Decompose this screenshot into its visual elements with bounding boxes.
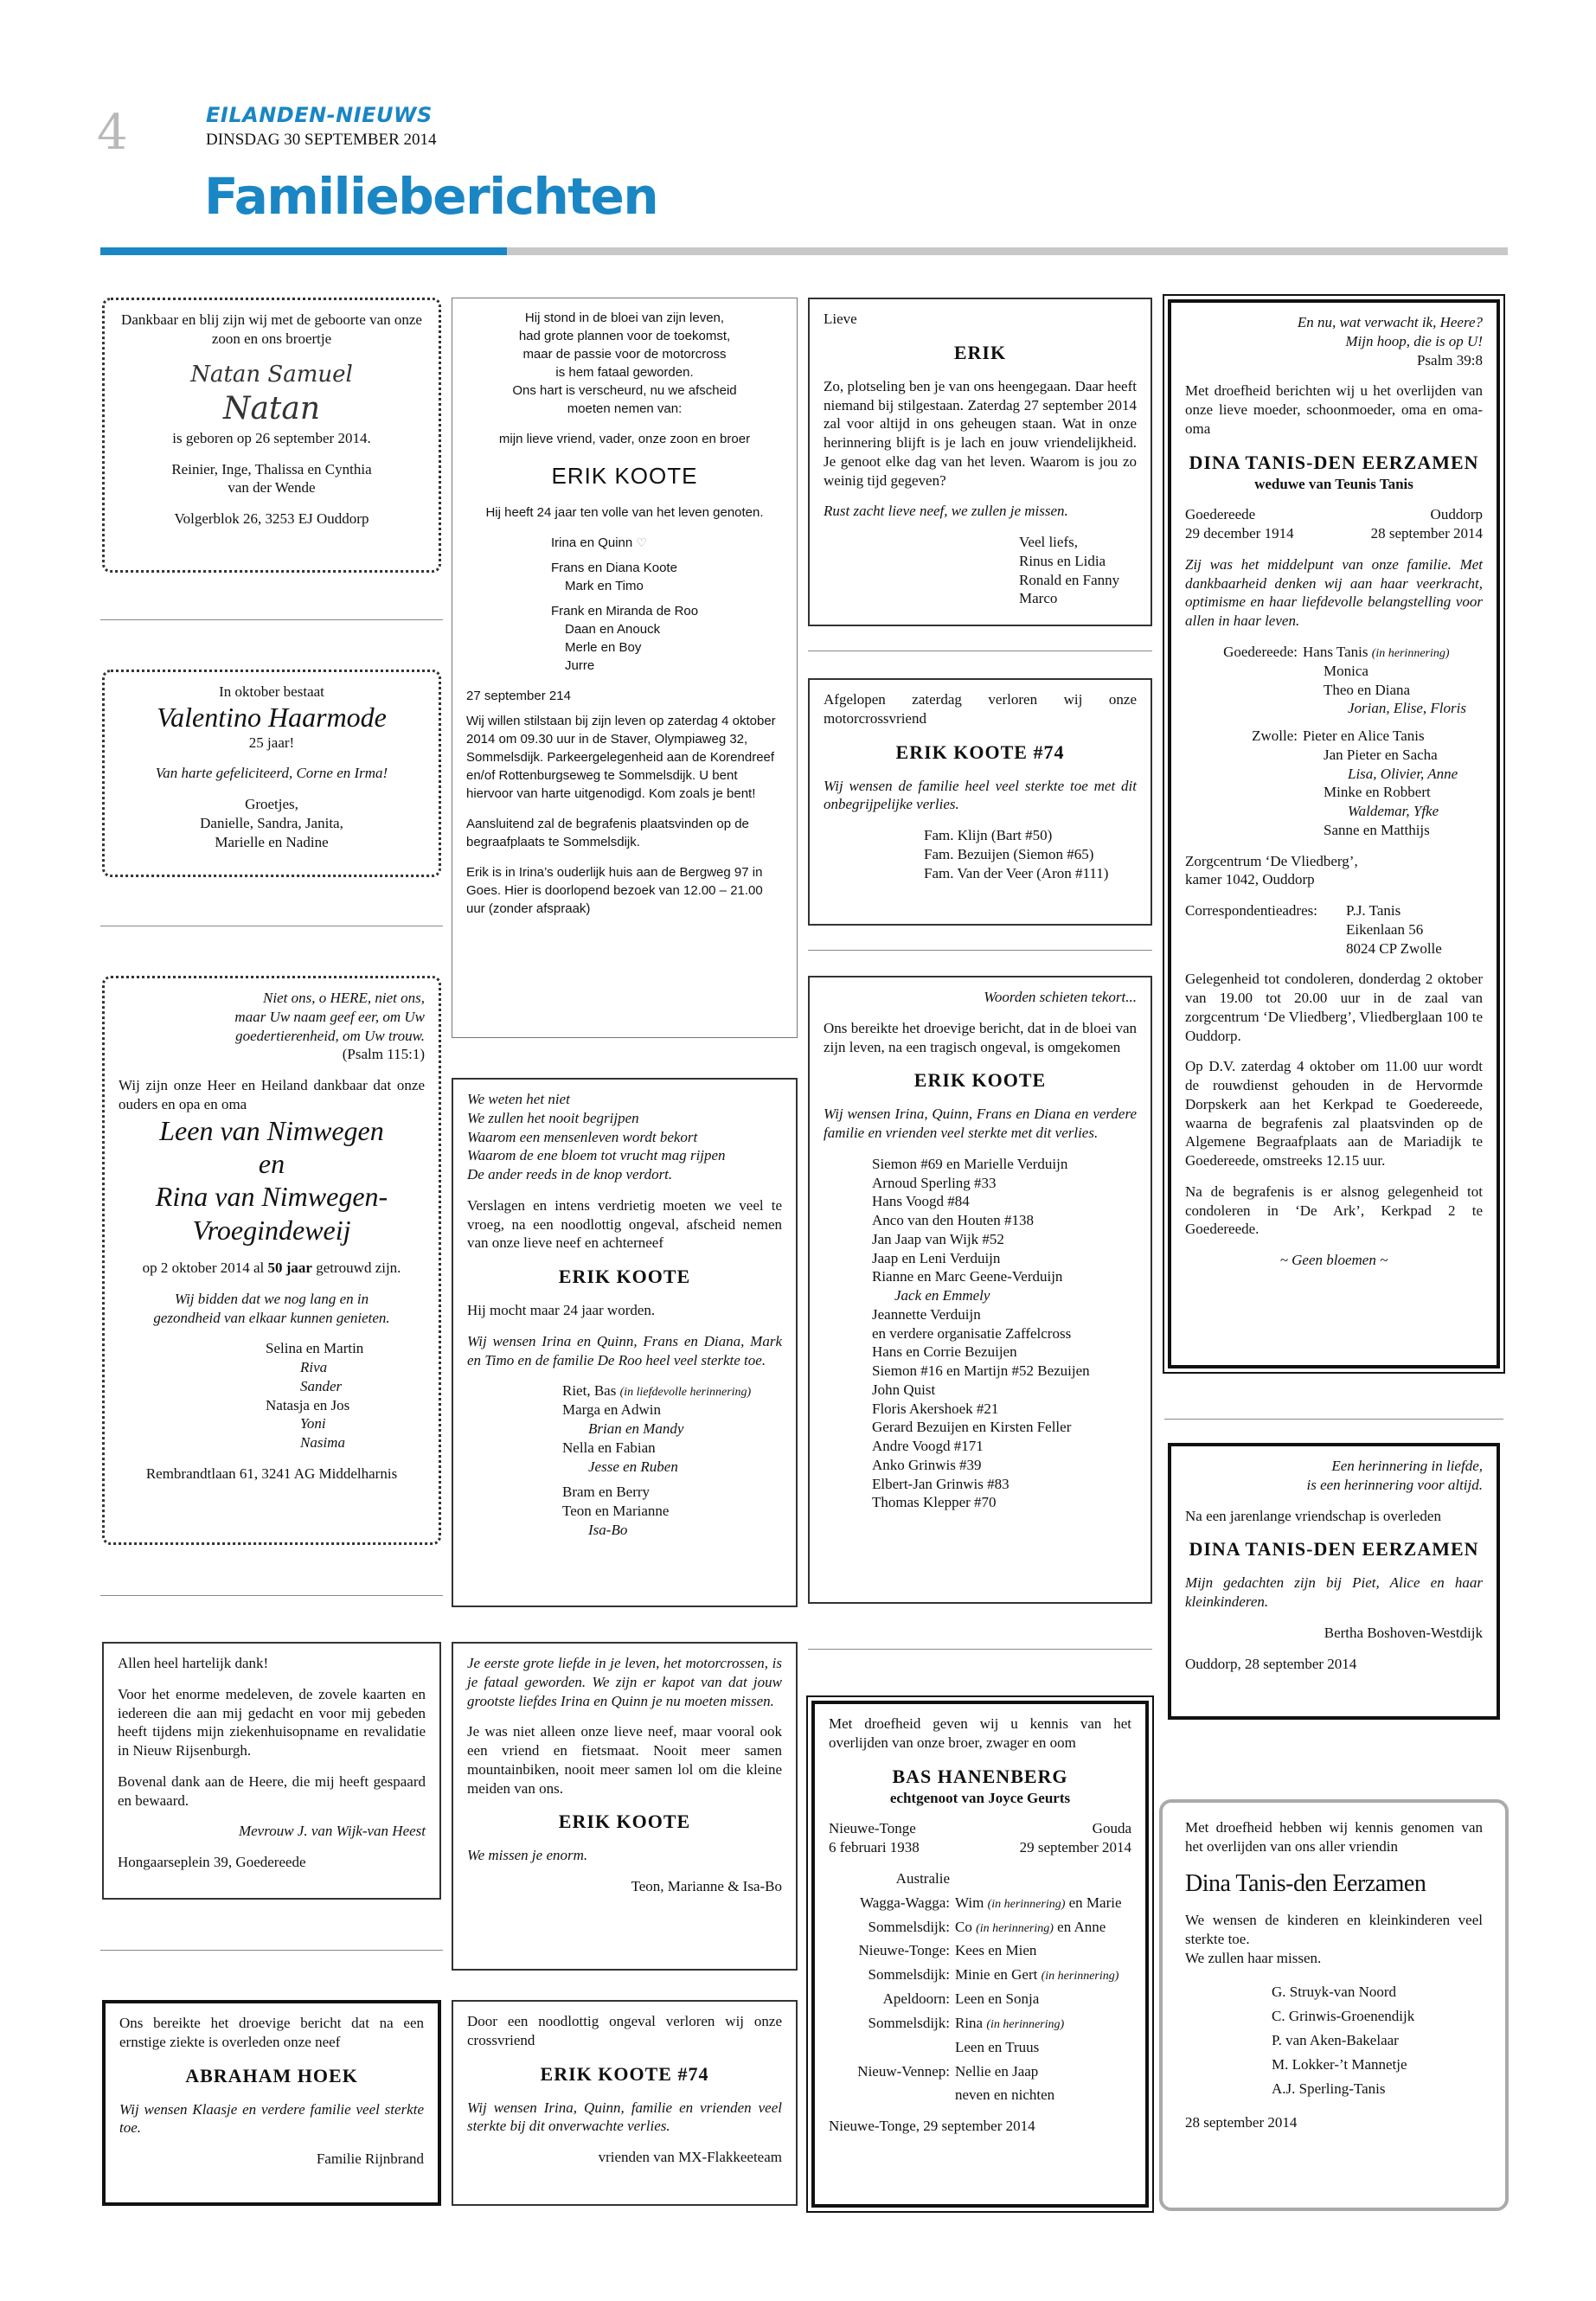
leen-family-2: Riva (300, 1359, 328, 1376)
erik-main-name: ERIK KOOTE (551, 463, 698, 489)
table-cell-place (829, 2038, 950, 2057)
erik-neef-family-1-note: (in liefdevolle herinnering) (619, 1386, 752, 1400)
erik-neef-family-1: Riet, Bas (562, 1382, 620, 1400)
erik-neef-verse-1: We weten het niet (467, 1091, 570, 1107)
erik-mx-name: ERIK KOOTE #74 (540, 2062, 709, 2085)
erik-lieve-salute: Lieve (824, 311, 857, 327)
erik74-family-2: Fam. Bezuijen (Siemon #65) (924, 845, 1094, 862)
erik-neef-verse-2: We zullen het nooit begrijpen (467, 1109, 639, 1126)
friends-date: 28 september 2014 (1185, 2113, 1298, 2131)
erik-lieve-name: ERIK (953, 341, 1007, 363)
dina-care-2: kamer 1042, Ouddorp (1185, 871, 1315, 888)
erik-lieve-sign-3: Ronald en Fanny (1019, 571, 1120, 588)
dina-name: DINA TANIS-DEN EERZAMEN (1189, 451, 1479, 473)
erik-teon-paragraph: Je was niet alleen onze lieve neef, maar vooral ook een vriend en fietsmaat. Nooit meer samen mountainbiken, nooit meer samen lol om die kleine meiden van ons. (467, 1723, 782, 1797)
erik-main-family-6: Merle en Boy (565, 640, 642, 656)
leen-married-post: getrouwd zijn. (311, 1259, 401, 1277)
list-item: Anco van den Houten #138 (872, 1212, 1034, 1229)
table-cell-place: Wagga-Wagga: (860, 1894, 950, 1911)
bertha-verse-2: is een herinnering voor altijd. (1306, 1476, 1483, 1493)
list-item: A.J. Sperling-Tanis (1272, 2080, 1386, 2097)
erik-main-info-3: Erik is in Irina’s ouderlijk huis aan de Bergweg 97 in Goes. Hier is doorlopend bezoek van 12.00 – 21.00 uur (zonder afspraak) (466, 865, 763, 917)
column-divider (100, 619, 443, 620)
list-item: Andre Voogd #171 (872, 1438, 984, 1455)
erik-neef-family-6: Bram en Berry (562, 1484, 651, 1501)
erik-neef-family-3: Brian en Mandy (588, 1420, 684, 1438)
column-divider (1164, 1419, 1503, 1420)
erik-main-poem-1: Hij stond in de bloei van zijn leven, (524, 311, 725, 325)
valentino-greet: Groetjes, (245, 796, 298, 813)
dina-z4: Minke en Robbert (1324, 784, 1431, 801)
dina-g1-note: (in herinnering) (1371, 646, 1450, 660)
table-cell-name: Minie en Gert (955, 1966, 1042, 1984)
leen-family-1: Selina en Martin (266, 1340, 364, 1357)
page-number: 4 (97, 105, 128, 161)
column-divider (100, 1950, 443, 1951)
heart-icon: ♡ (636, 535, 647, 550)
erik-main-role: mijn lieve vriend, vader, onze zoon en broer (498, 432, 751, 446)
bertha-name: DINA TANIS-DEN EERZAMEN (1189, 1538, 1479, 1561)
brand-logo: EILANDEN-NIEUWS (206, 103, 433, 127)
dina-label-zwolle: Zwolle: (1252, 727, 1298, 745)
dina-care-1: Zorgcentrum ‘De Vliedberg’, (1185, 852, 1358, 869)
table-cell-post: en Marie (1065, 1894, 1122, 1911)
bertha-intro: Na een jarenlange vriendschap is overleden (1185, 1507, 1441, 1524)
dina-verse-2: Mijn hoop, die is op U! (1345, 332, 1483, 349)
dina-z1: Pieter en Alice Tanis (1303, 727, 1425, 745)
dina-tribute: Zij was het middelpunt van onze familie. Met dankbaarheid denken wij aan haar veerkracht, optimisme en haar liefdevolle belangstelling voor allen in haar leven. (1185, 555, 1483, 630)
list-item: Elbert-Jan Grinwis #83 (872, 1475, 1010, 1492)
table-cell-name: Rina (955, 2014, 987, 2031)
ad-dina-tanis-friends (1159, 1799, 1509, 2211)
table-cell-name: Kees en Mien (955, 1942, 1037, 1959)
table-cell-note: (in herinnering) (976, 1921, 1054, 1935)
dina-verse-ref: Psalm 39:8 (1416, 351, 1483, 369)
erik-neef-intro: Verslagen en intens verdrietig moeten we veel te vroeg, na een noodlottig ongeval, afscheid nemen van onze lieve neef en achterneef (467, 1196, 782, 1252)
erik74-family-3: Fam. Van der Veer (Aron #111) (924, 864, 1109, 881)
erik-teon-name: ERIK KOOTE (558, 1811, 691, 1833)
erik-main-family-1: Irina en Quinn (551, 535, 633, 551)
erik-lieve-sign-1: Veel liefs, (1019, 534, 1078, 551)
dina-g1: Hans Tanis (1303, 643, 1372, 660)
section-rule-grey (507, 247, 1508, 255)
dina-widow: weduwe van Teunis Tanis (1254, 475, 1413, 492)
leen-verse-ref: (Psalm 115:1) (342, 1046, 425, 1063)
list-item: P. van Aken-Bakelaar (1272, 2031, 1399, 2048)
erik-main-poem-3: maar de passie voor de motorcross (522, 347, 727, 362)
valentino-intro: In oktober bestaat (219, 683, 324, 700)
edition-date: DINSDAG 30 SEPTEMBER 2014 (206, 131, 437, 149)
section-title: Familieberichten (204, 167, 658, 226)
erik-mx-wish: Wij wensen Irina, Quinn, familie en vrienden veel sterkte bij dit onverwachte verlies. (467, 2099, 782, 2135)
dank-paragraph-1: Voor het enorme medeleven, de zovele kaarten en iedereen die aan mij gedacht en voor mij gebeden heeft tijdens mijn ziekenhuisopname en revalidatie in Nieuw Rijsenburgh. (118, 1685, 426, 1759)
natan-parents: Reinier, Inge, Thalissa en Cynthia (171, 460, 372, 478)
dina-g3: Theo en Diana (1324, 681, 1411, 698)
erik-main-age: Hij heeft 24 jaar ten volle van het leven genoten. (485, 505, 764, 521)
table-cell-name: Wim (955, 1894, 988, 1911)
table-cell-name: neven en nichten (955, 2086, 1055, 2104)
valentino-years: 25 jaar! (248, 734, 295, 751)
erik-main-family-7: Jurre (565, 658, 595, 674)
dina-funeral: Op D.V. zaterdag 4 oktober om 11.00 uur wordt de rouwdienst gehouden in de Hervormde Dorpskerk aan het Kerkpad te Goedereede, waarna de begrafenis zal plaatsvinden op de Algemene Begraafplaats aan de Mariadijk te Goedereede, omstreeks 12.15 uur. (1185, 1058, 1483, 1170)
natan-family: van der Wende (228, 479, 316, 497)
erik-neef-family-7: Teon en Marianne (562, 1503, 670, 1520)
leen-address: Rembrandtlaan 61, 3241 AG Middelharnis (145, 1465, 398, 1482)
dina-corr-1: P.J. Tanis (1346, 902, 1401, 920)
erik74-wish: Wij wensen de familie heel veel sterkte toe met dit onbegrijpelijke verlies. (824, 777, 1137, 813)
erik-neef-name: ERIK KOOTE (558, 1266, 691, 1287)
dina-born-place: Goedereede (1185, 506, 1256, 523)
table-cell-place: Apeldoorn: (882, 1990, 950, 2008)
erik-main-info-2: Aansluitend zal de begrafenis plaatsvinden op de begraafplaats te Sommelsdijk. (466, 817, 749, 850)
ad-birth-natan (102, 298, 441, 573)
abraham-wish: Wij wensen Klaasje en verdere familie veel sterkte toe. (119, 2100, 424, 2137)
erik-mx-signature: vrienden van MX-Flakkeeteam (598, 2149, 782, 2166)
erik-neef-family-4: Nella en Fabian (562, 1439, 656, 1456)
erik-neef-wish: Wij wensen Irina en Quinn, Frans en Diana, Mark en Timo en de familie De Roo heel veel sterkte toe. (467, 1332, 782, 1368)
dina-intro: Met droefheid berichten wij u het overlijden van onze lieve moeder, schoonmoeder, oma en oma-oma (1185, 382, 1483, 437)
dank-title: Allen heel hartelijk dank! (118, 1655, 269, 1671)
bertha-signature: Bertha Boshoven-Westdijk (1324, 1624, 1483, 1641)
erik74-name: ERIK KOOTE #74 (895, 740, 1065, 763)
dina-corr-label: Correspondentieadres: (1185, 902, 1317, 920)
erik-main-date: 27 september 214 (466, 689, 571, 704)
erik-teon-signature: Teon, Marianne & Isa-Bo (631, 1878, 782, 1895)
erik-teon-miss: We missen je enorm. (467, 1847, 588, 1864)
table-cell-name (955, 1869, 1131, 1888)
leen-married-pre: op 2 oktober 2014 al (142, 1259, 268, 1277)
abraham-name: ABRAHAM HOEK (185, 2064, 358, 2086)
dina-z5: Waldemar, Yfke (1348, 803, 1439, 820)
list-item: en verdere organisatie Zaffelcross (872, 1324, 1072, 1342)
list-item: C. Grinwis-Groenendijk (1272, 2007, 1415, 2024)
dank-paragraph-2: Bovenal dank aan de Heere, die mij heeft gespaard en bewaard. (118, 1772, 426, 1809)
column-divider (808, 1649, 1152, 1650)
valentino-senders-2: Marielle en Nadine (215, 833, 329, 850)
dina-verse-1: En nu, wat verwacht ik, Heere? (1297, 314, 1483, 330)
table-cell-place: Australie (895, 1869, 950, 1887)
bas-born-date: 6 februari 1938 (829, 1839, 920, 1856)
erik-main-family-4: Frank en Miranda de Roo (551, 604, 699, 619)
leen-name-3: Vroegindeweij (192, 1214, 351, 1246)
erik-main-family-2: Frans en Diana Koote (551, 561, 677, 576)
bertha-verse-1: Een herinnering in liefde, (1331, 1458, 1483, 1474)
erik-woorden-names (824, 1155, 1137, 1512)
table-cell-place: Sommelsdijk: (868, 2014, 950, 2031)
leen-family-3: Sander (300, 1377, 343, 1394)
table-cell-post: en Anne (1053, 1918, 1106, 1935)
bas-name: BAS HANENBERG (892, 1765, 1068, 1787)
abraham-intro: Ons bereikte het droevige bericht dat na een ernstige ziekte is overleden onze neef (119, 2015, 424, 2050)
friends-name: Dina Tanis-den Eerzamen (1185, 1869, 1426, 1897)
list-item: Thomas Klepper #70 (872, 1494, 997, 1511)
erik-neef-family-5: Jesse en Ruben (588, 1458, 678, 1475)
leen-verse-3: goedertierenheid, om Uw trouw. (235, 1027, 425, 1044)
friends-wish: We wensen de kinderen en kleinkinderen veel sterkte toe. (1185, 1912, 1483, 1948)
list-item: M. Lokker-’t Mannetje (1272, 2055, 1407, 2073)
erik74-intro: Afgelopen zaterdag verloren wij onze motorcrossvriend (824, 691, 1137, 727)
erik-neef-verse-3: Waarom een mensenleven wordt bekort (467, 1128, 698, 1145)
erik-neef-verse-5: De ander reeds in de knop verdort. (467, 1166, 673, 1183)
dina-family-table (1185, 643, 1483, 840)
dina-g4: Jorian, Elise, Floris (1348, 700, 1466, 717)
dank-signature: Mevrouw J. van Wijk-van Heest (238, 1823, 426, 1840)
ad-erik-koote-74 (808, 678, 1152, 926)
dina-condolences: Gelegenheid tot condoleren, donderdag 2 oktober van 19.00 tot 20.00 uur in de zaal van zorgcentrum ‘De Vliedberg’, Vliedberglaan 100 te Ouddorp. (1185, 971, 1483, 1044)
natan-fullname: Natan Samuel (190, 361, 353, 388)
leen-intro: Wij zijn onze Heer en Heiland dankbaar dat onze ouders en opa en oma (119, 1077, 425, 1112)
erik-main-family-3: Mark en Timo (565, 579, 644, 594)
valentino-name: Valentino Haarmode (157, 701, 387, 733)
erik-neef-family-2: Marga en Adwin (562, 1401, 661, 1419)
leen-family-4: Natasja en Jos (266, 1396, 350, 1413)
list-item: G. Struyk-van Noord (1272, 1983, 1397, 2000)
ad-valentino-haarmode (102, 670, 441, 877)
table-cell-name: Leen en Truus (955, 2038, 1040, 2055)
dina-flowers: ~ Geen bloemen ~ (1279, 1252, 1388, 1269)
natan-name: Natan (222, 390, 321, 426)
leen-verse-2: maar Uw naam geef eer, om Uw (234, 1008, 425, 1025)
dina-born-date: 29 december 1914 (1185, 525, 1294, 542)
column-divider (808, 950, 1152, 951)
dina-died-place: Ouddorp (1430, 506, 1483, 523)
erik-main-poem-4: is hem fataal geworden. (555, 365, 694, 380)
erik-main-poem-2: had grote plannen voor de toekomst, (518, 329, 731, 343)
leen-name-1: Leen van Nimwegen (159, 1114, 384, 1146)
bertha-thoughts: Mijn gedachten zijn bij Piet, Alice en haar kleinkinderen. (1185, 1574, 1483, 1611)
table-cell-name: Leen en Sonja (955, 1990, 1040, 2008)
erik-main-info-1: Wij willen stilstaan bij zijn leven op zaterdag 4 oktober 2014 om 09.30 uur in de Staver, Olympiaweg 32, Sommelsdijk. Parkeergelegenheid aan de Korendreef en/of Rottenburgseweg te Sommelsdijk. U bent hiervoor van harte uitgenodigd. Kom zoals je bent! (466, 714, 776, 802)
dina-corr-3: 8024 CP Zwolle (1346, 939, 1442, 957)
list-item: Rianne en Marc Geene-Verduijn (872, 1268, 1063, 1285)
erik-woorden-motto: Woorden schieten tekort... (984, 989, 1137, 1005)
dina-z3: Lisa, Olivier, Anne (1348, 765, 1458, 782)
bas-intro: Met droefheid geven wij u kennis van het overlijden van onze broer, zwager en oom (829, 1715, 1131, 1751)
list-item: Jaap en Leni Verduijn (872, 1249, 1001, 1266)
abraham-signature: Familie Rijnbrand (316, 2150, 424, 2168)
table-cell-place (829, 2086, 950, 2105)
erik-main-poem-6: moeten nemen van: (567, 401, 683, 416)
list-item: Jack en Emmely (894, 1287, 990, 1304)
leen-family-5: Yoni (300, 1415, 326, 1433)
ad-dina-tanis-bertha (1168, 1443, 1500, 1720)
erik-lieve-text: Zo, plotseling ben je van ons heengegaan. Daar heeft niemand bij stilgestaan. Zaterdag 27 september 2014 zal voor altijd in ons geheugen staan. Wat in onze herinnering blijft is je lach en jouw vriendelijkheid. Je genoot elke dag van het leven. Waarom is jou zo weinig tijd gegeven? (824, 377, 1137, 489)
bas-footer: Nieuwe-Tonge, 29 september 2014 (829, 2118, 1035, 2135)
list-item: John Quist (872, 1381, 936, 1398)
leen-name-and: en (258, 1147, 285, 1179)
dina-z2: Jan Pieter en Sacha (1324, 746, 1438, 763)
erik-main-poem-5: Ons hart is verscheurd, nu we afscheid (512, 383, 737, 398)
list-item: Floris Akershoek #21 (872, 1400, 999, 1417)
dina-label-goedereede: Goedereede: (1223, 643, 1298, 660)
leen-verse-1: Niet ons, o HERE, niet ons, (263, 990, 425, 1006)
section-rule-blue (100, 247, 507, 255)
natan-born: is geboren op 26 september 2014. (172, 429, 371, 446)
bertha-footer: Ouddorp, 28 september 2014 (1185, 1655, 1357, 1672)
erik-teon-intro: Je eerste grote liefde in je leven, het motorcrossen, is je fataal geworden. We zijn er kapot van dat jouw grootste liefdes Irina en Quinn je nu moeten missen. (467, 1655, 782, 1709)
dank-address: Hongaarseplein 39, Goedereede (118, 1854, 306, 1870)
natan-intro: Dankbaar en blij zijn wij met de geboorte van onze zoon en ons broertje (121, 311, 422, 347)
list-item: Hans Voogd #84 (872, 1193, 970, 1210)
ad-abraham-hoek (102, 2000, 441, 2206)
table-cell-place: Nieuw-Vennep: (857, 2062, 950, 2080)
table-cell-place: Sommelsdijk: (868, 1918, 950, 1935)
table-cell-name: Co (955, 1918, 977, 1935)
erik-neef-family-8: Isa-Bo (588, 1521, 628, 1538)
list-item: Gerard Bezuijen en Kirsten Feller (872, 1419, 1072, 1436)
list-item: Arnoud Sperling #33 (872, 1174, 997, 1191)
dina-g2: Monica (1324, 662, 1368, 679)
dina-died-date: 28 september 2014 (1370, 525, 1483, 542)
table-cell-place: Sommelsdijk: (868, 1966, 950, 1984)
ad-erik-koote-mx (452, 2000, 798, 2206)
leen-wish-2: gezondheid van elkaar kunnen genieten. (153, 1309, 390, 1326)
ad-bas-hanenberg (811, 1701, 1149, 2208)
bas-born-place: Nieuwe-Tonge (829, 1820, 916, 1837)
leen-wish-1: Wij bidden dat we nog lang en in (174, 1290, 369, 1307)
ad-dina-tanis-main (1168, 299, 1500, 1368)
ad-erik-koote-neef (452, 1078, 798, 1607)
leen-name-2: Rina van Nimwegen- (155, 1181, 388, 1213)
erik-woorden-wish: Wij wensen Irina, Quinn, Frans en Diana en verdere familie en vrienden veel sterkte met dit verlies. (824, 1106, 1137, 1142)
list-item: Anko Grinwis #39 (872, 1456, 982, 1473)
bas-spouse: echtgenoot van Joyce Geurts (889, 1789, 1071, 1806)
ad-erik-koote-main (452, 298, 798, 1038)
valentino-congrats: Van harte gefeliciteerd, Corne en Irma! (155, 765, 388, 782)
erik-lieve-sign-2: Rinus en Lidia (1019, 552, 1106, 569)
erik-lieve-sign-4: Marco (1019, 590, 1058, 607)
leen-family-6: Nasima (300, 1434, 345, 1452)
friends-intro: Met droefheid hebben wij kennis genomen van het overlijden van ons aller vriendin (1185, 1819, 1483, 1855)
erik-mx-intro: Door een noodlottig ongeval verloren wij onze crossvriend (467, 2013, 782, 2048)
list-item: Jan Jaap van Wijk #52 (872, 1230, 1004, 1247)
leen-married-years: 50 jaar (267, 1259, 312, 1277)
ad-erik-woorden (808, 976, 1152, 1604)
table-cell-name: Nellie en Jaap (955, 2062, 1039, 2080)
erik74-family-1: Fam. Klijn (Bart #50) (924, 827, 1053, 844)
erik-neef-verse-4: Waarom de ene bloem tot vrucht mag rijpen (467, 1147, 726, 1164)
valentino-senders: Danielle, Sandra, Janita, (200, 814, 343, 831)
list-item: Jeannette Verduijn (872, 1305, 981, 1323)
ad-erik-koote-teon (452, 1642, 798, 1971)
friends-miss: We zullen haar missen. (1185, 1949, 1322, 1966)
bas-died-place: Gouda (1092, 1820, 1131, 1837)
dina-after: Na de begrafenis is er alsnog gelegenheid tot condoleren in ‘De Ark’, Kerkpad 2 te Goedereede. (1185, 1183, 1483, 1238)
bas-family-table (829, 1869, 1131, 2105)
list-item: Siemon #69 en Marielle Verduijn (872, 1155, 1068, 1172)
natan-address: Volgerblok 26, 3253 EJ Ouddorp (174, 510, 369, 528)
table-cell-note: (in herinnering) (987, 1897, 1066, 1911)
erik-neef-age: Hij mocht maar 24 jaar worden. (467, 1302, 656, 1319)
friends-names (1185, 1980, 1483, 2101)
list-item: Hans en Corrie Bezuijen (872, 1343, 1017, 1361)
ad-thanks-van-wijk (102, 1642, 441, 1900)
ad-erik-lieve (808, 298, 1152, 626)
erik-woorden-intro: Ons bereikte het droevige bericht, dat in de bloei van zijn leven, na een tragisch ongeval, is omgekomen (824, 1019, 1137, 1055)
list-item: Siemon #16 en Martijn #52 Bezuijen (872, 1362, 1090, 1380)
table-cell-note: (in herinnering) (986, 2017, 1065, 2031)
dina-corr-2: Eikenlaan 56 (1346, 920, 1424, 938)
bas-died-date: 29 september 2014 (1019, 1839, 1131, 1856)
ad-anniversary-van-nimwegen (102, 976, 441, 1545)
erik-woorden-name: ERIK KOOTE (913, 1069, 1047, 1092)
erik-lieve-rest: Rust zacht lieve neef, we zullen je missen. (824, 503, 1068, 520)
table-cell-note: (in herinnering) (1041, 1970, 1119, 1984)
erik-main-family-5: Daan en Anouck (565, 622, 661, 638)
dina-z6: Sanne en Matthijs (1324, 821, 1430, 838)
table-cell-place: Nieuwe-Tonge: (858, 1942, 950, 1959)
column-divider (100, 1595, 443, 1596)
